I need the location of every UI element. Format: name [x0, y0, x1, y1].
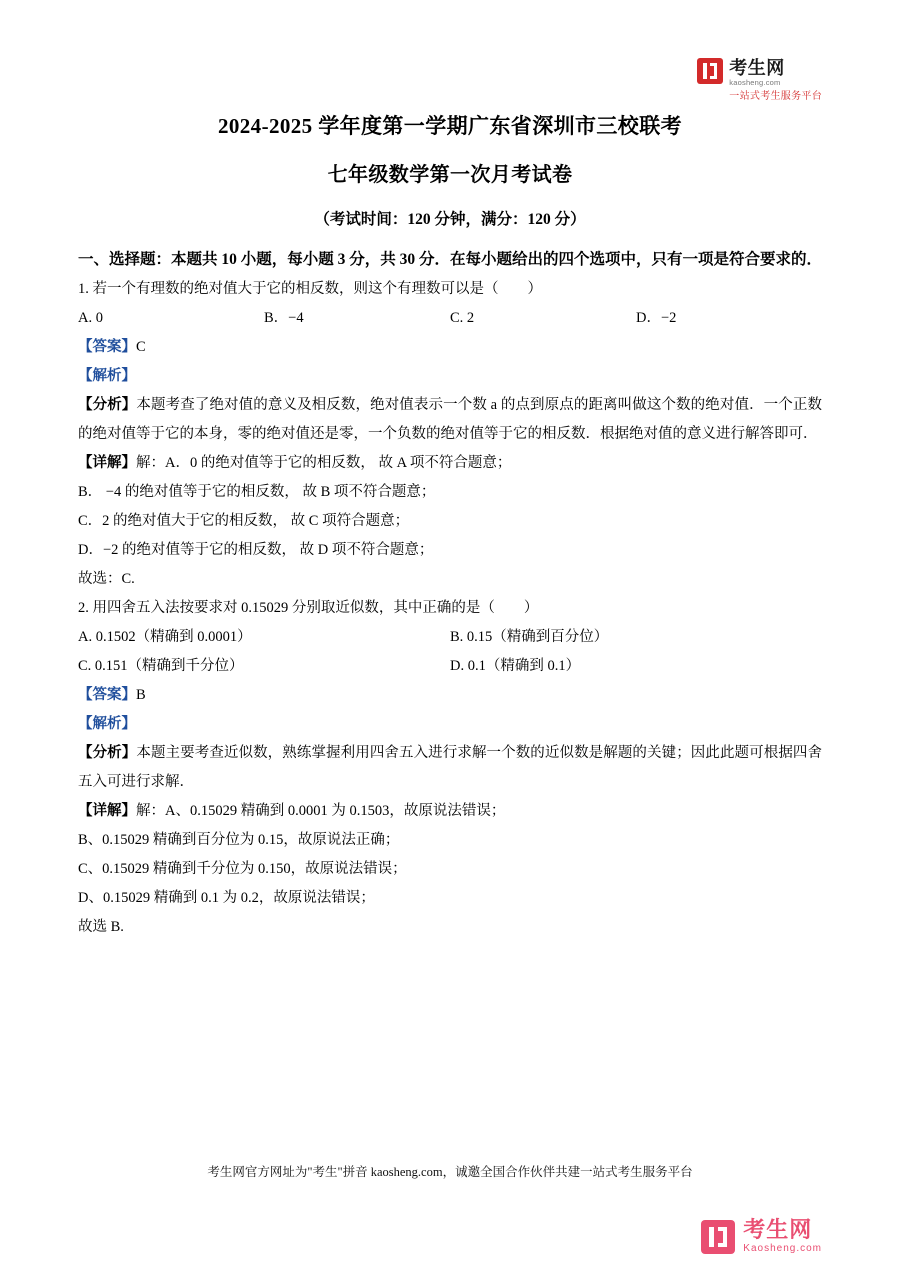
- detail-label: 【详解】: [78, 803, 136, 819]
- detail-line-wrap: [78, 565, 822, 594]
- detail-line: 解：A、0.15029 精确到 0.0001 为 0.1503，故原说法错误；: [136, 803, 506, 819]
- analysis-tag-line: [78, 362, 822, 391]
- answer-value: C: [136, 339, 146, 355]
- analysis-label: 【分析】: [78, 745, 137, 761]
- question-stem: 2. 用四舍五入法按要求对 0.15029 分别取近似数，其中正确的是（ ）: [78, 600, 539, 616]
- detail-line: C、0.15029 精确到千分位为 0.150，故原说法错误；: [78, 861, 407, 877]
- option-c: C. 0.151（精确到千分位）: [78, 658, 244, 674]
- answer-line: [78, 333, 822, 362]
- answer-tag: 【答案】: [78, 339, 136, 355]
- section-heading: 一、选择题：本题共 10 小题，每小题 3 分，共 30 分．在每小题给出的四个选项中，只有一项是符合要求的．: [78, 251, 823, 268]
- question-options: [78, 623, 822, 652]
- detail-paragraph: [78, 449, 822, 478]
- page-title: 2024-2025 学年度第一学期广东省深圳市三校联考: [217, 114, 683, 138]
- option-d: D．−2: [636, 310, 677, 326]
- option-a: A. 0: [78, 310, 103, 326]
- question-stem: 1. 若一个有理数的绝对值大于它的相反数，则这个有理数可以是（ ）: [78, 281, 542, 297]
- kaosheng-watermark-icon: [701, 1220, 735, 1254]
- detail-line: 解：A．0 的绝对值等于它的相反数， 故 A 项不符合题意；: [136, 455, 512, 471]
- option-d: D. 0.1（精确到 0.1）: [450, 658, 581, 674]
- detail-label: 【详解】: [78, 455, 136, 471]
- detail-paragraph: [78, 797, 822, 826]
- option-b: B. 0.15（精确到百分位）: [450, 629, 609, 645]
- analysis-text: 本题主要考查近似数，熟练掌握利用四舍五入进行求解一个数的近似数是解题的关键；因此此题可根据四舍五入可进行求解．: [78, 745, 823, 790]
- detail-line-wrap: [78, 507, 822, 536]
- logo-text-block: [729, 58, 822, 102]
- analysis-label: 【分析】: [78, 397, 137, 413]
- detail-line: C．2 的绝对值大于它的相反数， 故 C 项符合题意；: [78, 513, 410, 529]
- page-watermark: [701, 1219, 822, 1254]
- logo-slogan: 一站式考生服务平台: [729, 90, 822, 102]
- analysis-paragraph: [78, 391, 822, 449]
- detail-line: B、0.15029 精确到百分位为 0.15，故原说法正确；: [78, 832, 400, 848]
- exam-info: （考试时间：120 分钟，满分：120 分）: [314, 211, 586, 228]
- site-logo: [697, 58, 822, 102]
- analysis-text: 本题考查了绝对值的意义及相反数，绝对值表示一个数 a 的点到原点的距离叫做这个数的绝对值．一个正数的绝对值等于它的本身，零的绝对值还是零，一个负数的绝对值等于它的相反数．根据绝对值的意义进行解答即可．: [78, 397, 822, 442]
- detail-line-wrap: [78, 913, 822, 942]
- detail-conclusion: 故选：C.: [78, 571, 135, 587]
- detail-line-wrap: [78, 536, 822, 565]
- question-block: [78, 594, 822, 942]
- logo-name: 考生网: [729, 58, 785, 78]
- detail-line: D、0.15029 精确到 0.1 为 0.2，故原说法错误；: [78, 890, 375, 906]
- footer-note: 考生网官方网址为"考生"拼音 kaosheng.com，诚邀全国合作伙伴共建一站式考生服务平台: [207, 1165, 693, 1179]
- detail-line: D．−2 的绝对值等于它的相反数， 故 D 项不符合题意；: [78, 542, 434, 558]
- answer-tag: 【答案】: [78, 687, 136, 703]
- question-options: [78, 304, 822, 333]
- analysis-paragraph: [78, 739, 822, 797]
- logo-domain: kaosheng.com: [729, 78, 781, 87]
- detail-line-wrap: [78, 826, 822, 855]
- question-block: [78, 275, 822, 594]
- detail-line: B． −4 的绝对值等于它的相反数， 故 B 项不符合题意；: [78, 484, 436, 500]
- answer-line: [78, 681, 822, 710]
- option-b: B．−4: [264, 310, 304, 326]
- analysis-tag-line: [78, 710, 822, 739]
- page-subtitle: 七年级数学第一次月考试卷: [327, 164, 573, 186]
- option-a: A. 0.1502（精确到 0.0001）: [78, 629, 252, 645]
- watermark-text-block: [743, 1219, 822, 1254]
- answer-value: B: [136, 687, 146, 703]
- analysis-tag: 【解析】: [78, 368, 136, 384]
- option-c: C. 2: [450, 310, 475, 326]
- watermark-domain: Kaosheng.com: [743, 1243, 822, 1254]
- detail-line-wrap: [78, 855, 822, 884]
- watermark-name: 考生网: [743, 1217, 813, 1242]
- detail-conclusion: 故选 B.: [78, 919, 124, 935]
- question-options: [78, 652, 822, 681]
- kaosheng-logo-icon: [697, 58, 723, 84]
- analysis-tag: 【解析】: [78, 716, 136, 732]
- detail-line-wrap: [78, 884, 822, 913]
- detail-line-wrap: [78, 478, 822, 507]
